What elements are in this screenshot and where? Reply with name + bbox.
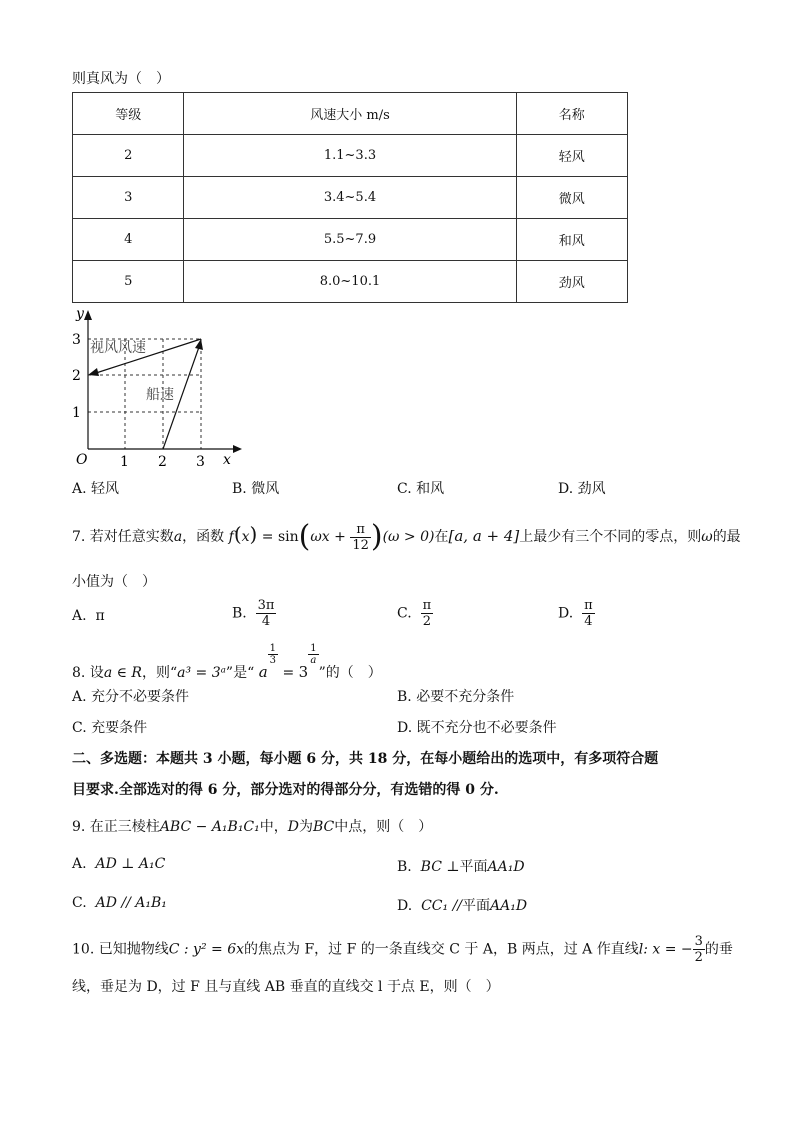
table-cell: 5.5~7.9 [184,219,516,261]
table-row [73,261,628,303]
section2-heading-line1: 二、多选题：本题共 3 小题，每小题 6 分，共 18 分，在每小题给出的选项中，有多项符合题 [72,751,659,767]
table-row [73,177,628,219]
q7-cond: (ω > 0) [382,529,435,545]
q7-var-a: a [173,529,183,545]
q6-option-b[interactable]: B. 微风 [232,481,280,497]
q8-option-d[interactable]: D. 既不充分也不必要条件 [397,720,557,736]
table-cell: 3.4~5.4 [184,177,516,219]
q6-option-c[interactable]: C. 和风 [397,481,445,497]
q8-base1: a [258,663,268,681]
q7-func-text: ，函数 [182,529,225,545]
x-tick-label: 2 [158,454,167,470]
q8-then: ，则“ [141,665,178,681]
y-tick-label: 3 [72,332,81,348]
q8-option-b[interactable]: B. 必要不充分条件 [397,689,515,705]
wind-scale-table [72,92,628,303]
q7-x: x [241,529,250,545]
table-header-row [73,93,628,135]
table-cell: 1.1~3.3 [184,135,516,177]
q8-exp1: $\frac{1}{3}$ [269,643,277,666]
q7-option-a[interactable]: A. π [72,608,105,624]
q8-exp2: $\frac{1}{a}$ [310,643,317,666]
q8-mid: ”是“ [225,665,255,681]
q8-stem [72,643,382,686]
vector-diagram [68,304,248,470]
q7-option-b[interactable]: B. $\frac{3\pi}{4}$ [232,598,275,629]
q9-option-c[interactable]: C. AD // A₁B₁ [72,895,167,911]
x-tick-label: 1 [120,454,129,470]
table-row [73,135,628,177]
apparent-wind-label: 视风风速 [90,340,146,356]
q6-option-d[interactable]: D. 劲风 [558,481,606,497]
q10-parabola: C : y² = 6x [168,941,245,958]
q7-option-c[interactable]: C. $\frac{\pi}{2}$ [397,598,432,629]
q6-option-a[interactable]: A. 轻风 [72,481,120,497]
q10-fraction: $\frac{3}{2}$ [694,934,703,965]
apparent-wind-arrow-icon [88,368,99,376]
y-axis-label: y [76,306,84,322]
q10-stem: 10. 已知抛物线C : y² = 6x的焦点为 F，过 F 的一条直线交 C 于 A，B 两点，过 A 作直线l: x = − $\frac{3}{2}$ 的垂 [72,934,733,965]
q8-option-a[interactable]: A. 充分不必要条件 [72,689,190,705]
q8-option-c[interactable]: C. 充要条件 [72,720,148,736]
q7-stem-line2: 小值为（ ） [72,574,156,590]
q9-prism: ABC − A₁B₁C₁ [159,819,260,835]
y-tick-label: 1 [72,405,81,421]
table-cell: 轻风 [516,135,627,177]
q7-tail: 上最少有三个不同的零点，则 [519,529,702,545]
y-tick-label: 2 [72,368,81,384]
q9-stem: 9. 在正三棱柱ABC − A₁B₁C₁中，D为BC中点，则（ ） [72,819,433,835]
q7-in: 在 [434,529,449,545]
q8-tail: ”的（ ） [318,665,382,681]
q7-eq: = sin [261,529,299,545]
q9-option-d[interactable]: D. CC₁ //平面AA₁D [397,898,528,914]
q9-option-b[interactable]: B. BC ⊥平面AA₁D [397,859,525,875]
q7-pi-over-12: $\frac{\pi}{12}$ [352,521,369,553]
table-cell: 3 [73,177,184,219]
x-axis-label: x [223,452,231,468]
q8-cond: a ∈ R [103,665,142,681]
section2-heading-line2: 目要求.全部选对的得 6 分，部分选对的得部分分，有选错的得 0 分. [72,782,499,798]
x-tick-label: 3 [196,454,205,470]
q7-tail2: 的最 [712,529,741,545]
q7-omega-x: ωx + [310,529,346,545]
q8-prefix: 8. 设 [72,665,104,681]
q8-eq: = [282,665,295,681]
q7-prefix: 7. 若对任意实数 [72,529,174,545]
origin-label: O [76,452,88,468]
table-cell: 8.0~10.1 [184,261,516,303]
header-level: 等级 [73,93,184,135]
y-axis-arrow-icon [84,310,92,320]
table-cell: 2 [73,135,184,177]
header-name: 名称 [516,93,627,135]
table-cell: 4 [73,219,184,261]
table-cell: 微风 [516,177,627,219]
table-row [73,219,628,261]
q10-stem-line2: 线，垂足为 D，过 F 且与直线 AB 垂直的直线交 l 于点 E，则（ ） [72,979,500,995]
question-intro: 则真风为（ ） [72,71,170,87]
q8-base2: 3 [298,663,309,681]
header-speed: 风速大小 m/s [184,93,516,135]
ship-speed-label: 船速 [146,387,174,403]
x-axis-arrow-icon [233,445,242,453]
q7-option-d[interactable]: D. $\frac{\pi}{4}$ [558,598,593,629]
q7-omega: ω [701,529,713,545]
table-cell: 5 [73,261,184,303]
table-cell: 和风 [516,219,627,261]
q7-interval: [a, a + 4] [448,527,520,545]
q8-expr1: a³ = 3ᵃ [177,665,226,681]
q10-line-l: l: x = − [638,941,693,958]
table-cell: 劲风 [516,261,627,303]
q7-stem: 7. 若对任意实数a，函数 f(x) = sin(ωx + $\frac{\pi}{12}$ )(ω > 0)在[a, a + 4]上最少有三个不同的零点，则ω的最 [72,519,741,554]
q9-option-a[interactable]: A. AD ⊥ A₁C [72,856,166,872]
q7-f: f [228,529,234,545]
